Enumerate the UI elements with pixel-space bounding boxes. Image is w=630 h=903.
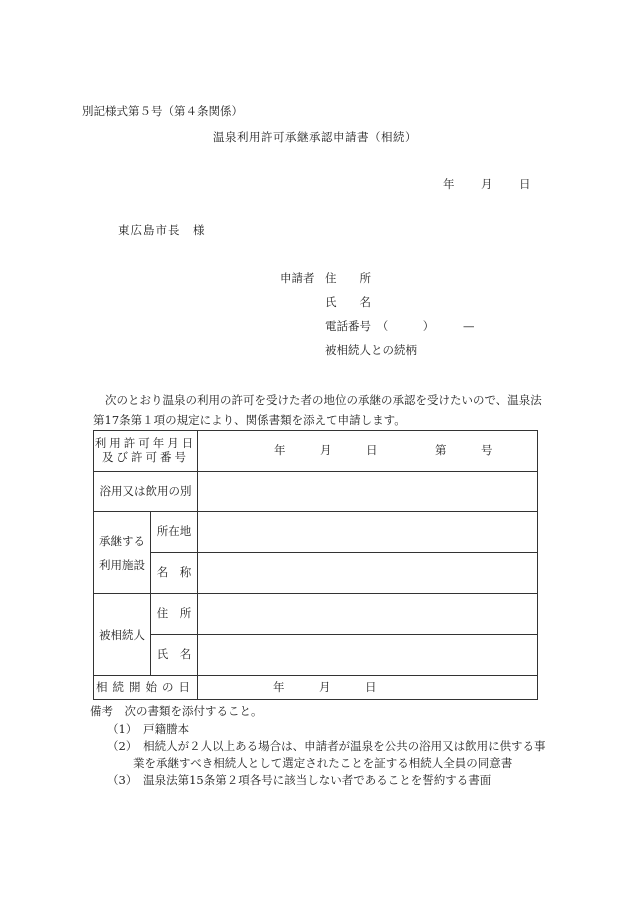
facility-label-line1: 承継する: [99, 533, 145, 548]
table-row: [94, 676, 538, 700]
permit-label-cell: [94, 431, 198, 472]
decedent-address-label: 住 所: [151, 594, 198, 635]
table-row: [94, 472, 538, 512]
form-number-label: 別記様式第５号（第４条関係）: [82, 104, 243, 118]
applicant-relation-label: 被相続人との続柄: [325, 343, 417, 357]
decedent-name-value: [198, 635, 538, 676]
date-day: 日: [519, 177, 531, 191]
use-type-value: [198, 472, 538, 512]
permit-label-line1: 利用許可年月日: [94, 436, 197, 451]
applicant-phone-label: 電話番号 （ ） —: [325, 319, 475, 333]
use-type-label: 浴用又は飲用の別: [94, 472, 198, 512]
facility-label-line2: 利用施設: [99, 557, 145, 572]
applicant-address-label: 住 所: [325, 271, 371, 285]
table-row: [94, 431, 538, 472]
notes-item-2-line1: （2） 相続人が２人以上ある場合は、申請者が温泉を公共の浴用又は飲用に供する事: [107, 739, 546, 753]
location-label: 所在地: [151, 512, 198, 553]
permit-value-cell: 年 月 日 第 号: [198, 431, 538, 472]
table-row: [94, 512, 538, 553]
notes-item-3: （3） 温泉法第15条第２項各号に該当しない者であることを誓約する書面: [107, 773, 492, 787]
applicant-label: 申請者: [280, 271, 315, 285]
table-row: [94, 635, 538, 676]
table-row: [94, 594, 538, 635]
notes-item-1: （1） 戸籍謄本: [107, 722, 190, 736]
notes-header: 備考 次の書類を添付すること。: [90, 704, 263, 718]
inheritance-start-label: 相続開始の日: [94, 676, 198, 700]
application-statement: 次のとおり温泉の利用の許可を受けた者の地位の承継の承認を受けたいので、温泉法第17条第１項の規定により、関係書類を添えて申請します。: [93, 393, 542, 427]
notes-item-2-line2: 業を承継すべき相続人として選定されたことを証する相続人全員の同意書: [133, 756, 513, 770]
decedent-address-value: [198, 594, 538, 635]
document-title: 温泉利用許可承継承認申請書（相続）: [213, 130, 417, 144]
applicant-name-label: 氏 名: [325, 295, 371, 309]
date-month: 月: [481, 177, 493, 191]
decedent-name-label: 氏 名: [151, 635, 198, 676]
facility-label-cell: [94, 512, 151, 594]
facility-name-label: 名 称: [151, 553, 198, 594]
inheritance-start-value: 年 月 日: [198, 676, 538, 700]
location-value: [198, 512, 538, 553]
application-table: [93, 430, 538, 700]
facility-name-value: [198, 553, 538, 594]
date-year: 年: [443, 177, 455, 191]
addressee: 東広島市長 様: [118, 223, 206, 237]
date-line: [443, 178, 531, 192]
decedent-label: 被相続人: [94, 594, 151, 676]
table-row: [94, 553, 538, 594]
permit-label-line2: 及び許可番号: [102, 450, 189, 464]
